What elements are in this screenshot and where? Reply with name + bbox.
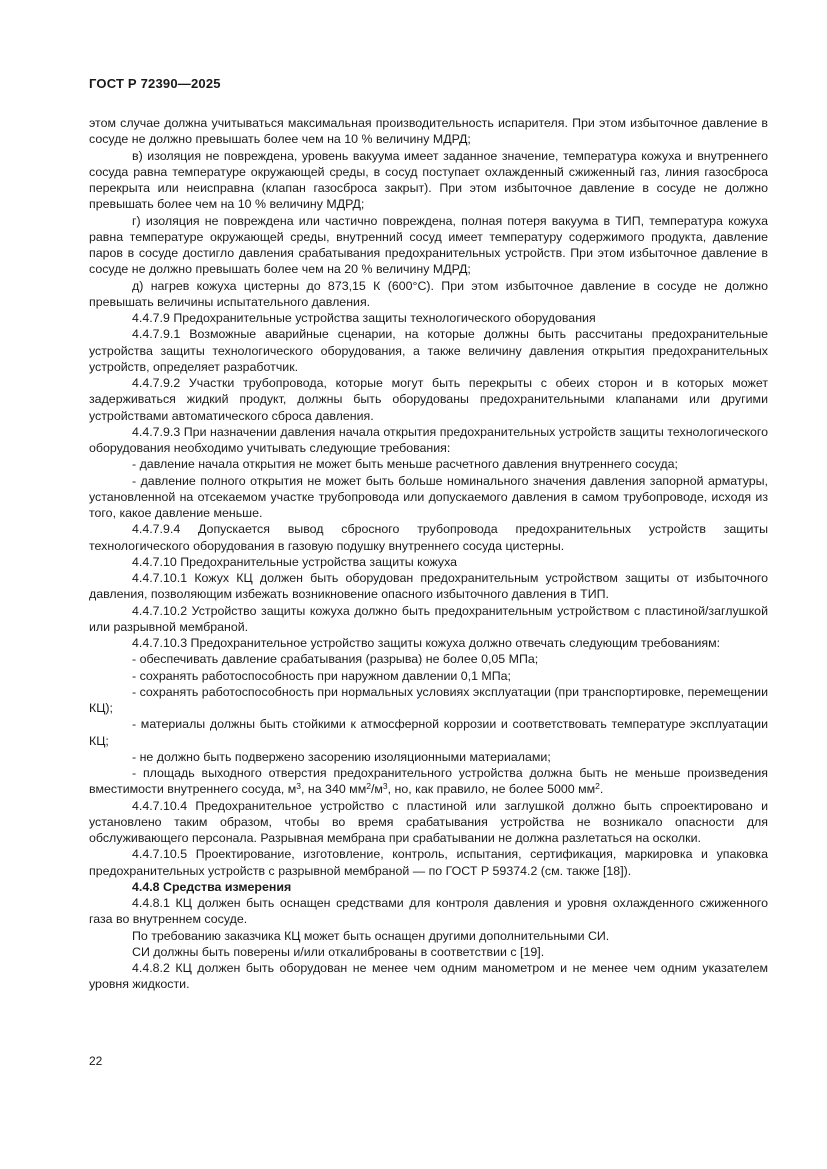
paragraph: 4.4.7.9.3 При назначении давления начала открытия предохранительных устройств защиты технологического оборудования необходимо учитывать следующие требования:: [89, 424, 768, 455]
paragraph: - давление начала открытия не может быть меньше расчетного давления внутреннего сосуда;: [132, 457, 678, 472]
paragraph-group: [89, 115, 768, 765]
paragraph: 4.4.7.10.2 Устройство защиты кожуха должно быть предохранительным устройством с пластиной/заглушкой или разрывной мембраной.: [89, 603, 768, 634]
paragraph: 4.4.8 Средства измерения: [132, 879, 292, 894]
paragraph: - давление полного открытия не может быть больше номинального значения давления запорной арматуры, установленной на отсекаемом участке трубопровода или допускаемого давления в самом трубопроводе, исходя из того, какое давление меньше.: [89, 473, 768, 520]
text-run: - площадь выходного отверстия предохранительного устройства должна быть не меньше произведения вместимости внутреннего сосуда, м: [89, 766, 768, 797]
paragraph: СИ должны быть поверены и/или откалиброваны в соответствии с [19].: [132, 944, 545, 959]
paragraph: - не должно быть подвержено засорению изоляционными материалами;: [132, 749, 551, 764]
paragraph: г) изоляция не повреждена или частично повреждена, полная потеря вакуума в ТИП, температура кожуха равна температуре окружающей среды, внутренний сосуд имеет температуру содержимого продукта, давление паров в сосуде достигло давления срабатывания предохранительных устройств. При этом избыточное давление в сосуде не должно превышать более чем на 20 % величину МДРД;: [89, 213, 768, 277]
paragraph: 4.4.7.9 Предохранительные устройства защиты технологического оборудования: [132, 311, 596, 325]
paragraph: в) изоляция не повреждена, уровень вакуума имеет заданное значение, температура кожуха и внутреннего сосуда равна температуре окружающей среды, в сосуд поступает охлажденный сжиженный газ, линия газосброса перекрыта или неисправна (клапан газосброса закрыт). При этом избыточное давление в сосуде не должно превышать более чем на 10 % величину МДРД;: [89, 148, 768, 212]
paragraph: 4.4.7.9.2 Участки трубопровода, которые могут быть перекрыты с обеих сторон и в которых может задерживаться жидкий продукт, должны быть оборудованы предохранительными клапанами или другими устройствами автоматического сброса давления.: [89, 376, 768, 423]
paragraph: 4.4.7.9.1 Возможные аварийные сценарии, на которые должны быть рассчитаны предохранительные устройства защиты технологического оборудования, а также величину давления открытия предохранительных устройств, определяет разработчик.: [89, 327, 768, 374]
document-body: [89, 115, 768, 993]
superscript: 3: [296, 781, 301, 792]
paragraph: 4.4.7.10.3 Предохранительное устройство защиты кожуха должно отвечать следующим требованиям:: [132, 636, 721, 650]
paragraph-group: [89, 798, 768, 993]
text-run: .: [599, 782, 604, 797]
text-run: , на 340 мм: [301, 782, 367, 797]
text-run: , но, как правило, не более 5000 мм: [387, 782, 596, 797]
list-item-outlet-area: [89, 765, 768, 798]
paragraph: 4.4.8.1 КЦ должен быть оснащен средствами для контроля давления и уровня охлажденного сжиженного газа во внутреннем сосуде.: [89, 896, 768, 927]
paragraph: 4.4.7.10 Предохранительные устройства защиты кожуха: [132, 554, 458, 569]
paragraph: - материалы должны быть стойкими к атмосферной коррозии и соответствовать температуре эксплуатации КЦ;: [89, 717, 768, 748]
superscript: 3: [382, 781, 388, 792]
superscript: 2: [595, 781, 600, 792]
page-number: 22: [89, 1054, 103, 1068]
text-run: /м: [370, 782, 383, 797]
paragraph: По требованию заказчика КЦ может быть оснащен другими дополнительными СИ.: [132, 928, 610, 943]
page-header-title: ГОСТ Р 72390—2025: [89, 76, 221, 91]
paragraph: 4.4.7.10.1 Кожух КЦ должен быть оборудован предохранительным устройством защиты от избыточного давления, позволяющим избежать возникновение опасного избыточного давления в ТИП.: [89, 571, 768, 602]
paragraph: этом случае должна учитываться максимальная производительность испарителя. При этом избыточное давление в сосуде не должно превышать более чем на 10 % величину МДРД;: [89, 116, 768, 147]
paragraph: 4.4.7.9.4 Допускается вывод сбросного трубопровода предохранительных устройств защиты технологического оборудования в газовую подушку внутреннего сосуда цистерны.: [89, 522, 768, 553]
paragraph: - сохранять работоспособность при нормальных условиях эксплуатации (при транспортировке, перемещении КЦ);: [89, 684, 768, 715]
paragraph: 4.4.7.10.5 Проектирование, изготовление, контроль, испытания, сертификация, маркировка и упаковка предохранительных устройств с разрывной мембраной — по ГОСТ Р 59374.2 (см. также [18]).: [89, 847, 768, 878]
superscript: 2: [366, 781, 371, 792]
paragraph: - обеспечивать давление срабатывания (разрыва) не более 0,05 МПа;: [132, 652, 539, 667]
paragraph: д) нагрев кожуха цистерны до 873,15 К (600°C). При этом избыточное давление в сосуде не должно превышать величины испытательного давления.: [89, 278, 768, 309]
paragraph: 4.4.8.2 КЦ должен быть оборудован не менее чем одним манометром и не менее чем одним указателем уровня жидкости.: [89, 961, 768, 992]
paragraph: 4.4.7.10.4 Предохранительное устройство с пластиной или заглушкой должно быть спроектировано и установлено таким образом, чтобы во время срабатывания устройства не возникало опасности для обслуживающего персонала. Разрывная мембрана при срабатывании не должна разлетаться на осколки.: [89, 798, 768, 845]
paragraph: - сохранять работоспособность при наружном давлении 0,1 МПа;: [132, 668, 511, 683]
